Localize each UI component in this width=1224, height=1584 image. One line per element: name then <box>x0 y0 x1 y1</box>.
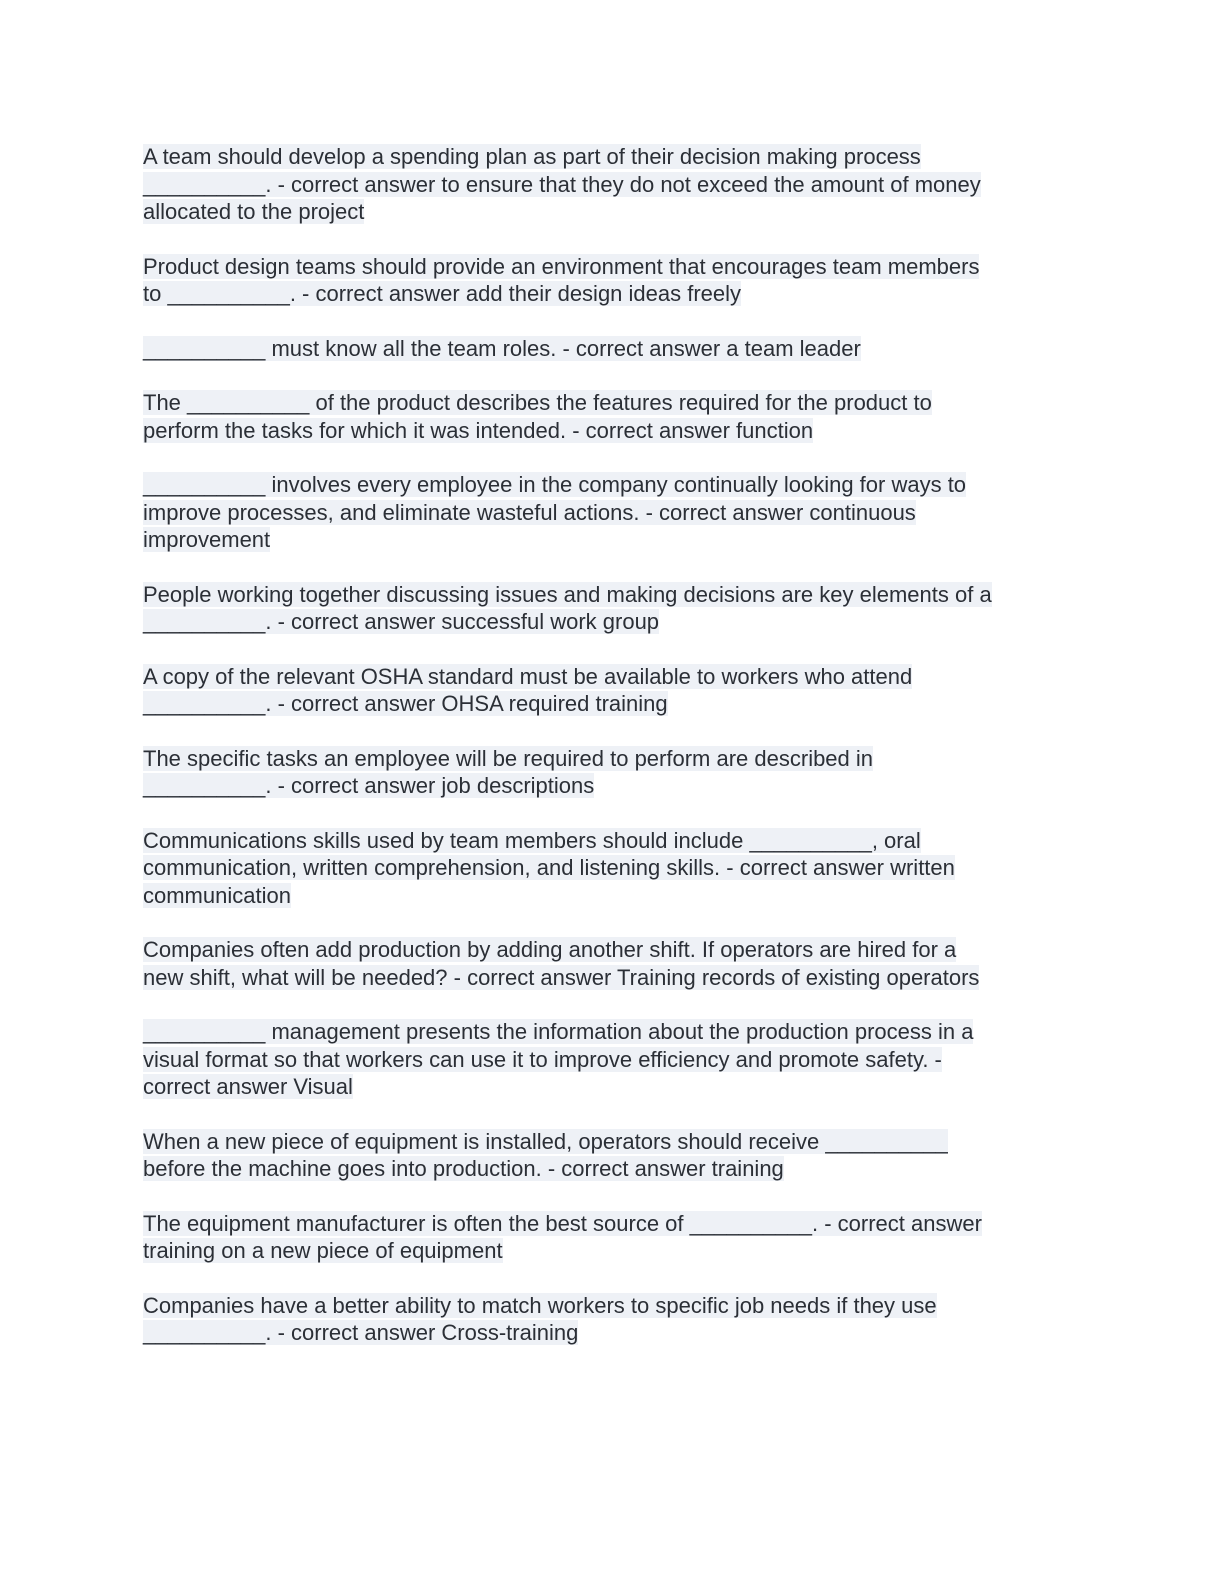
qa-text-line: A copy of the relevant OSHA standard must be available to workers who attend <box>143 663 913 689</box>
qa-text-line: perform the tasks for which it was intended. - correct answer function <box>143 417 814 443</box>
qa-text-line: improvement <box>143 527 271 552</box>
qa-item <box>143 936 1083 991</box>
qa-text-line: new shift, what will be needed? - correct answer Training records of existing operators <box>143 964 980 990</box>
qa-text-line: __________. - correct answer successful work group <box>143 609 660 634</box>
qa-text-line: __________. - correct answer job descriptions <box>143 773 595 798</box>
qa-text-line: The equipment manufacturer is often the best source of __________. - correct answer <box>143 1210 982 1236</box>
qa-text-line: allocated to the project <box>143 199 365 224</box>
qa-text-line: communication, written comprehension, and listening skills. - correct answer written <box>143 855 955 880</box>
qa-list <box>143 143 1083 1374</box>
qa-text-line: When a new piece of equipment is installed, operators should receive __________ <box>143 1128 948 1154</box>
qa-text-line: visual format so that workers can use it to improve efficiency and promote safety. - <box>143 1046 942 1072</box>
qa-text-line: __________ must know all the team roles. - correct answer a team leader <box>143 335 861 361</box>
qa-text-line: The specific tasks an employee will be required to perform are described in <box>143 745 874 771</box>
qa-item <box>143 335 1083 363</box>
qa-item <box>143 745 1083 800</box>
qa-item <box>143 827 1083 910</box>
qa-text-line: __________ management presents the information about the production process in a <box>143 1019 974 1044</box>
qa-text-line: Product design teams should provide an environment that encourages team members <box>143 253 980 279</box>
qa-item <box>143 143 1083 226</box>
qa-text-line: to __________. - correct answer add their design ideas freely <box>143 281 742 306</box>
qa-item <box>143 1210 1083 1265</box>
qa-text-line: __________. - correct answer OHSA required training <box>143 691 668 716</box>
qa-text-line: People working together discussing issues and making decisions are key elements of a <box>143 581 992 607</box>
qa-text-line: Companies often add production by adding another shift. If operators are hired for a <box>143 937 957 962</box>
qa-text-line: improve processes, and eliminate wasteful actions. - correct answer continuous <box>143 499 916 525</box>
qa-item <box>143 253 1083 308</box>
qa-text-line: __________ involves every employee in the company continually looking for ways to <box>143 472 967 497</box>
qa-item <box>143 1292 1083 1347</box>
qa-text-line: __________. - correct answer Cross-training <box>143 1320 579 1345</box>
qa-item <box>143 663 1083 718</box>
qa-text-line: Communications skills used by team members should include __________, oral <box>143 827 921 853</box>
qa-text-line: correct answer Visual <box>143 1074 353 1099</box>
qa-item <box>143 1128 1083 1183</box>
qa-item <box>143 471 1083 554</box>
qa-text-line: __________. - correct answer to ensure that they do not exceed the amount of money <box>143 171 981 197</box>
qa-item <box>143 581 1083 636</box>
qa-item <box>143 389 1083 444</box>
qa-text-line: Companies have a better ability to match workers to specific job needs if they use <box>143 1292 937 1318</box>
qa-text-line: before the machine goes into production. - correct answer training <box>143 1156 784 1181</box>
qa-text-line: A team should develop a spending plan as part of their decision making process <box>143 144 921 169</box>
qa-item <box>143 1018 1083 1101</box>
qa-text-line: training on a new piece of equipment <box>143 1238 503 1263</box>
qa-text-line: communication <box>143 882 291 908</box>
qa-text-line: The __________ of the product describes the features required for the product to <box>143 390 932 415</box>
